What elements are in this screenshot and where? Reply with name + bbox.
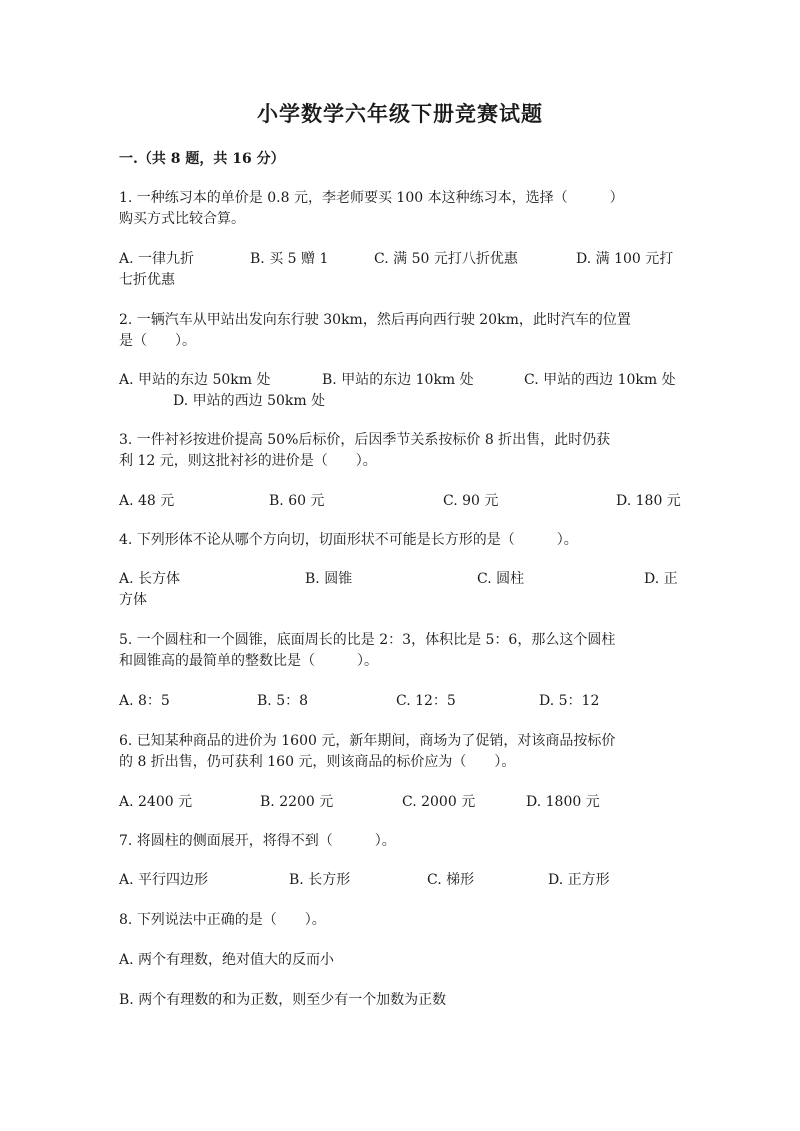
question-1-option-d-continued: 七折优惠 (119, 272, 175, 288)
question-2-stem-line-2: 是（ ）。 (119, 333, 196, 349)
question-7-stem: 7. 将圆柱的侧面展开，将得不到（ ）。 (119, 833, 396, 849)
question-1-stem-line-2: 购买方式比较合算。 (119, 211, 245, 227)
question-6-option-a: A. 2400 元 (119, 794, 193, 810)
question-7-option-a: A. 平行四边形 (119, 872, 209, 888)
question-1-option-c: C. 满 50 元打八折优惠 (374, 251, 518, 267)
question-5-option-b: B. 5：8 (257, 693, 309, 709)
question-7-option-d: D. 正方形 (548, 872, 610, 888)
question-5-option-a: A. 8：5 (119, 693, 170, 709)
section-heading: 一.（共 8 题，共 16 分） (119, 151, 285, 167)
question-5-option-c: C. 12：5 (396, 693, 456, 709)
question-4-option-d-continued: 方体 (119, 592, 147, 608)
question-6-stem-line-1: 6. 已知某种商品的进价为 1600 元，新年期间，商场为了促销，对该商品按标价 (119, 733, 616, 749)
question-4-option-a: A. 长方体 (119, 571, 181, 587)
question-2-option-c: C. 甲站的西边 10km 处 (524, 372, 676, 388)
question-8-option-a: A. 两个有理数，绝对值大的反而小 (119, 952, 335, 968)
question-4-option-b: B. 圆锥 (305, 571, 353, 587)
question-3-option-b: B. 60 元 (269, 493, 325, 509)
question-4-option-c: C. 圆柱 (477, 571, 525, 587)
question-5-option-d: D. 5：12 (539, 693, 600, 709)
question-5-stem-line-1: 5. 一个圆柱和一个圆锥，底面周长的比是 2：3，体积比是 5：6，那么这个圆柱 (119, 632, 616, 648)
question-6-option-d: D. 1800 元 (526, 794, 600, 810)
question-1-option-d: D. 满 100 元打 (576, 251, 674, 267)
question-3-stem-line-1: 3. 一件衬衫按进价提高 50%后标价，后因季节关系按标价 8 折出售，此时仍获 (119, 432, 611, 448)
question-6-option-b: B. 2200 元 (260, 794, 334, 810)
question-4-option-d: D. 正 (644, 571, 678, 587)
question-1-option-b: B. 买 5 赠 1 (250, 251, 329, 267)
page-title: 小学数学六年级下册竞赛试题 (257, 101, 543, 126)
question-3-option-d: D. 180 元 (616, 493, 681, 509)
question-2-option-d: D. 甲站的西边 50km 处 (173, 393, 326, 409)
question-3-option-a: A. 48 元 (119, 493, 175, 509)
question-1-stem-line-1: 1. 一种练习本的单价是 0.8 元，李老师要买 100 本这种练习本，选择（ ） (119, 190, 624, 206)
question-6-option-c: C. 2000 元 (402, 794, 476, 810)
question-1-option-a: A. 一律九折 (119, 251, 195, 267)
question-8-option-b: B. 两个有理数的和为正数，则至少有一个加数为正数 (119, 992, 447, 1008)
question-4-stem: 4. 下列形体不论从哪个方向切，切面形状不可能是长方形的是（ ）。 (119, 532, 578, 548)
question-6-stem-line-2: 的 8 折出售，仍可获利 160 元，则该商品的标价应为（ ）。 (119, 754, 516, 770)
question-8-stem: 8. 下列说法中正确的是（ ）。 (119, 912, 326, 928)
question-2-option-b: B. 甲站的东边 10km 处 (322, 372, 474, 388)
question-7-option-b: B. 长方形 (289, 872, 351, 888)
question-2-option-a: A. 甲站的东边 50km 处 (119, 372, 271, 388)
question-2-stem-line-1: 2. 一辆汽车从甲站出发向东行驶 30km，然后再向西行驶 20km，此时汽车的位置 (119, 312, 631, 328)
question-3-option-c: C. 90 元 (443, 493, 499, 509)
question-7-option-c: C. 梯形 (427, 872, 475, 888)
question-3-stem-line-2: 利 12 元，则这批衬衫的进价是（ ）。 (119, 453, 377, 469)
question-5-stem-line-2: 和圆锥高的最简单的整数比是（ ）。 (119, 653, 378, 669)
